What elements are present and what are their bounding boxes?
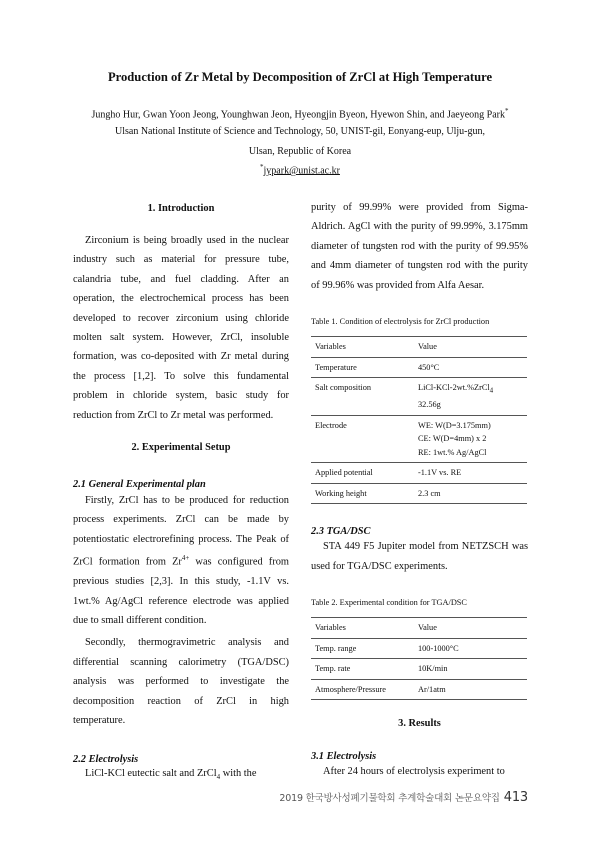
author-list: [0, 107, 600, 120]
right-column: [311, 198, 528, 781]
table1-caption: Table 1. Condition of electrolysis for ZrCl production: [311, 317, 490, 327]
table2-caption: Table 2. Experimental condition for TGA/DSC: [311, 598, 467, 607]
general-plan-paragraph-1: [73, 491, 289, 630]
zrcl4-subscript: 4: [216, 773, 221, 782]
table-cell: Ar/1atm: [414, 679, 527, 700]
results-paragraph-start: After 24 hours of electrolysis experiment to: [323, 766, 505, 777]
table-row: [311, 463, 527, 484]
electrolysis-paragraph-start: [73, 764, 289, 787]
subsection-heading-tga-dsc: 2.3 TGA/DSC: [311, 526, 371, 538]
affiliation: Ulsan National Institute of Science and Technology, 50, UNIST-gil, Eonyang-eup, Ulju-gun,: [115, 126, 485, 137]
zrcl4-subscript: 4: [489, 386, 494, 395]
table-row: [311, 337, 527, 358]
table-cell: Temp. rate: [311, 659, 414, 680]
page-footer: [279, 790, 528, 805]
affiliation-country: Ulsan, Republic of Korea: [248, 146, 352, 157]
table-cell: Working height: [311, 483, 414, 504]
table-cell: Atmosphere/Pressure: [311, 679, 414, 700]
table-row: [311, 378, 527, 416]
table-cell: -1.1V vs. RE: [414, 463, 527, 484]
general-plan-text-b: was configured from previous studies [2,3]. In this study, -1.1V vs. 1wt.% Ag/AgCl reference electrode was applied due to small different condition.: [73, 556, 289, 626]
table-row: [311, 483, 527, 504]
tga-dsc-paragraph: STA 449 F5 Jupiter model from NETZSCH was used for TGA/DSC experiments.: [311, 541, 528, 572]
table-cell: [414, 415, 527, 463]
table1-electrolysis-conditions: [311, 336, 527, 504]
subsection-heading-general-plan: 2.1 General Experimental plan: [73, 479, 206, 491]
salt-mass-text: 32.56g: [418, 400, 441, 410]
author-names: Jungho Hur, Gwan Yoon Jeong, Younghwan Jeon, Hyeongjin Byeon, Hyewon Shin, and Jaeyeong Park: [91, 109, 505, 121]
table-header-cell: Value: [414, 618, 527, 639]
table-cell: Electrode: [311, 415, 414, 463]
table-cell: Temperature: [311, 357, 414, 378]
section-heading-experimental: 2. Experimental Setup: [131, 442, 231, 454]
introduction-paragraph: Zirconium is being broadly used in the nuclear industry such as material for pressure tube, calandria tube, and fuel cladding. After an operation, the electrochemical process has been developed to recover zirconium using chloride molten salt system. However, ZrCl, insoluble formation, was co-deposited with Zr metal during the process [1,2]. To solve this fundamental problem in chloride system, basic study for reduction from ZrCl to Zr metal was performed.: [73, 235, 289, 421]
table-cell: [414, 378, 527, 416]
section-heading-results: 3. Results: [398, 718, 441, 729]
table-header-cell: Variables: [311, 618, 414, 639]
working-electrode-text: WE: W(D=3.175mm): [418, 420, 491, 430]
page-number: 413: [503, 790, 528, 805]
paper-title: Production of Zr Metal by Decomposition of ZrCl at High Temperature: [107, 70, 493, 84]
subsection-heading-results-electrolysis: 3.1 Electrolysis: [311, 751, 377, 762]
general-plan-text-a: Firstly, ZrCl has to be produced for reduction process experiments. ZrCl can be made by potentiostatic electrorefining process. The Peak of ZrCl formation from Zr: [73, 495, 289, 568]
email-link[interactable]: jypark@unist.ac.kr: [263, 165, 340, 177]
subsection-heading-electrolysis: 2.2 Electrolysis: [73, 754, 139, 766]
table-row: [311, 415, 527, 463]
table-row: [311, 659, 527, 680]
zr-charge-superscript: 4+: [181, 554, 190, 563]
table-cell: Temp. range: [311, 638, 414, 659]
corresponding-mark: *: [504, 107, 509, 115]
table-header-cell: Value: [414, 337, 527, 358]
electrolysis-paragraph-continued: purity of 99.99% were provided from Sigma-Aldrich. AgCl with the purity of 99.99%, 3.175mm diameter of tungsten rod with the purity of 99.95% and 4mm diameter of tungsten rod with the purity of 99.96% was provided from Alfa Aesar.: [311, 202, 528, 291]
table-cell: 2.3 cm: [414, 483, 527, 504]
counter-electrode-text: CE: W(D=4mm) x 2: [418, 434, 487, 444]
corresponding-email: [0, 163, 600, 176]
electrolysis-text-b: with the: [220, 768, 257, 780]
electrolysis-text-a: LiCl-KCl eutectic salt and ZrCl: [85, 768, 217, 780]
section-heading-introduction: 1. Introduction: [147, 203, 215, 214]
table-cell: 100-1000°C: [414, 638, 527, 659]
left-column: [73, 198, 289, 788]
table-row: [311, 679, 527, 700]
table-cell: Salt composition: [311, 378, 414, 416]
table-header-cell: Variables: [311, 337, 414, 358]
table-cell: Applied potential: [311, 463, 414, 484]
table-cell: 10K/min: [414, 659, 527, 680]
email-mark: *: [260, 163, 264, 171]
proceedings-title: 2019 한국방사성폐기물학회 추계학술대회 논문요약집: [279, 793, 500, 804]
reference-electrode-text: RE: 1wt.% Ag/AgCl: [418, 447, 487, 457]
table-row: [311, 357, 527, 378]
table-cell: 450°C: [414, 357, 527, 378]
table-row: [311, 638, 527, 659]
general-plan-paragraph-2: Secondly, thermogravimetric analysis and differential scanning calorimetry (TGA/DSC) analysis was performed to investigate the decomposition reaction of ZrCl in high temperature.: [73, 637, 289, 726]
table-row: [311, 618, 527, 639]
salt-composition-text: LiCl-KCl-2wt.%ZrCl: [418, 383, 490, 393]
table2-tga-conditions: [311, 617, 527, 700]
